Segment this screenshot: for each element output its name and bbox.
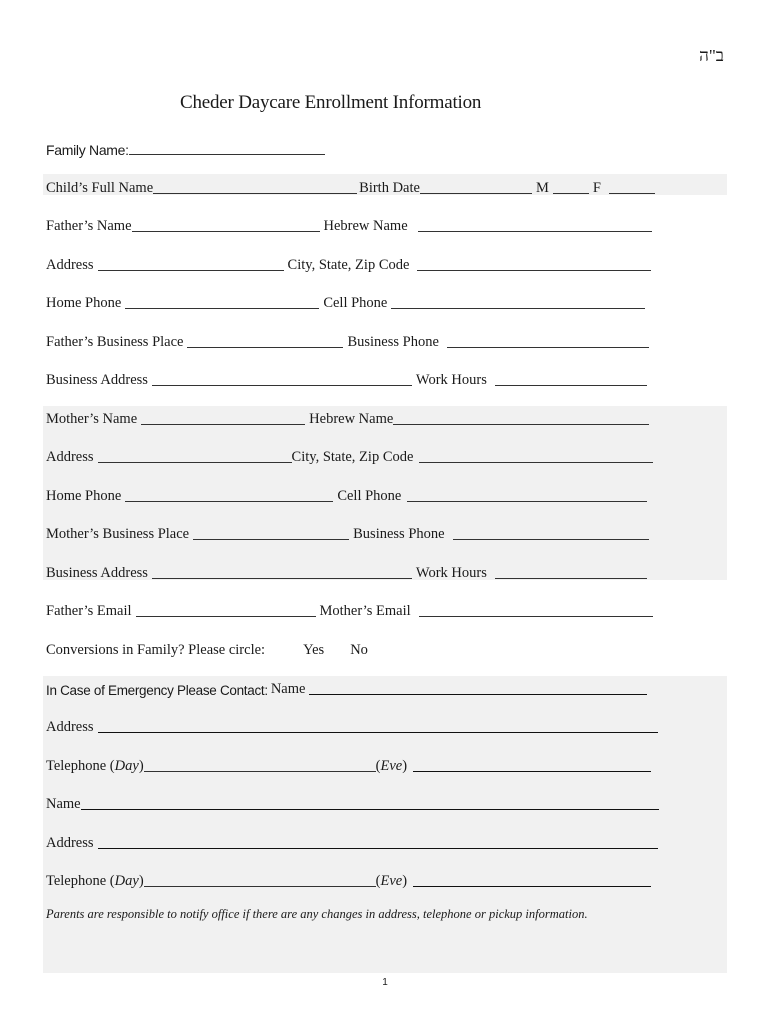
mother-business-phone-field[interactable] (453, 526, 649, 540)
mother-city-field[interactable] (419, 449, 653, 463)
father-city-field[interactable] (417, 257, 651, 271)
mother-business-address-row (46, 560, 651, 582)
mother-hebrew-name-label: Hebrew Name (309, 411, 394, 427)
mother-business-address-label: Business Address (46, 565, 148, 581)
mother-email-field[interactable] (419, 603, 653, 617)
father-email-label: Father’s Email (46, 603, 132, 619)
father-city-label: City, State, Zip Code (287, 257, 410, 273)
emergency-address-row-2 (46, 830, 662, 852)
father-home-phone-field[interactable] (125, 295, 319, 309)
mother-name-label: Mother’s Name (46, 411, 138, 427)
child-row (46, 175, 659, 197)
birth-date-label: Birth Date (359, 180, 420, 196)
emergency-day-label-2: Day (114, 873, 139, 889)
father-cell-phone-label: Cell Phone (323, 295, 388, 311)
father-phone-row (46, 290, 649, 312)
page-number: 1 (382, 977, 388, 988)
father-address-label: Address (46, 257, 94, 273)
family-name-field[interactable] (129, 141, 325, 155)
mother-email-label: Mother’s Email (319, 603, 411, 619)
father-work-hours-label: Work Hours (415, 372, 487, 388)
emergency-address-row-1 (46, 714, 662, 736)
father-business-address-row (46, 367, 651, 389)
father-home-phone-label: Home Phone (46, 295, 122, 311)
father-hebrew-name-label: Hebrew Name (323, 218, 408, 234)
mother-name-field[interactable] (141, 411, 305, 425)
eve-paren-open-1: ( (375, 758, 381, 774)
page-title: Cheder Daycare Enrollment Information (180, 92, 482, 113)
mother-business-place-field[interactable] (193, 526, 349, 540)
mother-address-row (46, 444, 657, 466)
mother-business-row (46, 521, 653, 543)
father-business-place-field[interactable] (187, 334, 343, 348)
emergency-address-label-2: Address (46, 835, 94, 851)
emergency-day-close-2: ) (138, 873, 144, 889)
father-name-label: Father’s Name (46, 218, 132, 234)
mother-phone-row (46, 483, 651, 505)
emergency-heading: In Case of Emergency Please Contact: (46, 683, 268, 698)
emergency-eve-close-2: ) (402, 873, 408, 889)
father-name-row (46, 213, 656, 235)
emergency-eve-close-1: ) (402, 758, 408, 774)
gender-f-label: F (592, 180, 601, 196)
emergency-address-field-2[interactable] (98, 835, 658, 849)
mother-address-label: Address (46, 449, 94, 465)
emergency-day-label-1: Day (114, 758, 139, 774)
mother-work-hours-label: Work Hours (415, 565, 487, 581)
gender-m-label: M (535, 180, 549, 196)
emergency-heading-row (46, 676, 651, 698)
emergency-name-label-1: Name (270, 681, 306, 697)
emergency-name-field-2[interactable] (81, 796, 659, 810)
child-full-name-label: Child’s Full Name (46, 180, 154, 196)
emergency-name-row-2 (46, 791, 663, 813)
father-business-address-label: Business Address (46, 372, 148, 388)
conversions-row (46, 637, 368, 659)
emergency-day-field-2[interactable] (144, 873, 376, 887)
emergency-telephone-label-1: Telephone ( (46, 758, 115, 774)
birth-date-field[interactable] (420, 180, 532, 194)
father-work-hours-field[interactable] (495, 372, 647, 386)
conversions-no-option[interactable]: No (350, 642, 368, 658)
father-business-row (46, 329, 653, 351)
header-mark: ב"ה (699, 46, 724, 65)
email-row (46, 598, 657, 620)
gender-m-field[interactable] (553, 180, 589, 194)
emergency-address-field-1[interactable] (98, 719, 658, 733)
emergency-day-close-1: ) (138, 758, 144, 774)
emergency-telephone-label-2: Telephone ( (46, 873, 115, 889)
mother-home-phone-field[interactable] (125, 488, 333, 502)
emergency-eve-field-1[interactable] (413, 758, 651, 772)
father-business-place-label: Father’s Business Place (46, 334, 184, 350)
mother-name-row (46, 406, 653, 428)
mother-business-place-label: Mother’s Business Place (46, 526, 190, 542)
emergency-name-label-2: Name (46, 796, 81, 812)
mother-business-address-field[interactable] (152, 565, 412, 579)
gender-f-field[interactable] (609, 180, 655, 194)
mother-cell-phone-label: Cell Phone (337, 488, 402, 504)
father-address-field[interactable] (98, 257, 284, 271)
family-name-label: Family Name: (46, 142, 129, 158)
father-name-field[interactable] (132, 218, 320, 232)
emergency-eve-field-2[interactable] (413, 873, 651, 887)
conversions-label: Conversions in Family? Please circle: (46, 642, 266, 658)
family-name-row (46, 136, 329, 158)
father-address-row (46, 252, 655, 274)
mother-hebrew-name-field[interactable] (393, 411, 649, 425)
emergency-address-label-1: Address (46, 719, 94, 735)
emergency-telephone-row-1 (46, 753, 655, 775)
emergency-name-field-1[interactable] (309, 681, 647, 695)
father-business-phone-label: Business Phone (347, 334, 439, 350)
father-business-address-field[interactable] (152, 372, 412, 386)
emergency-telephone-row-2 (46, 868, 655, 890)
mother-business-phone-label: Business Phone (353, 526, 445, 542)
emergency-day-field-1[interactable] (144, 758, 376, 772)
child-full-name-field[interactable] (153, 180, 357, 194)
father-cell-phone-field[interactable] (391, 295, 645, 309)
mother-cell-phone-field[interactable] (407, 488, 647, 502)
mother-home-phone-label: Home Phone (46, 488, 122, 504)
emergency-eve-label-1: Eve (380, 758, 403, 774)
mother-city-label: City, State, Zip Code (291, 449, 414, 465)
notice-text: Parents are responsible to notify office if there are any changes in address, telephone or pickup information. (46, 907, 588, 921)
father-hebrew-name-field[interactable] (418, 218, 652, 232)
emergency-eve-label-2: Eve (380, 873, 403, 889)
father-email-field[interactable] (136, 603, 316, 617)
eve-paren-open-2: ( (375, 873, 381, 889)
conversions-yes-option[interactable]: Yes (303, 642, 325, 658)
mother-address-field[interactable] (98, 449, 292, 463)
father-business-phone-field[interactable] (447, 334, 649, 348)
mother-work-hours-field[interactable] (495, 565, 647, 579)
